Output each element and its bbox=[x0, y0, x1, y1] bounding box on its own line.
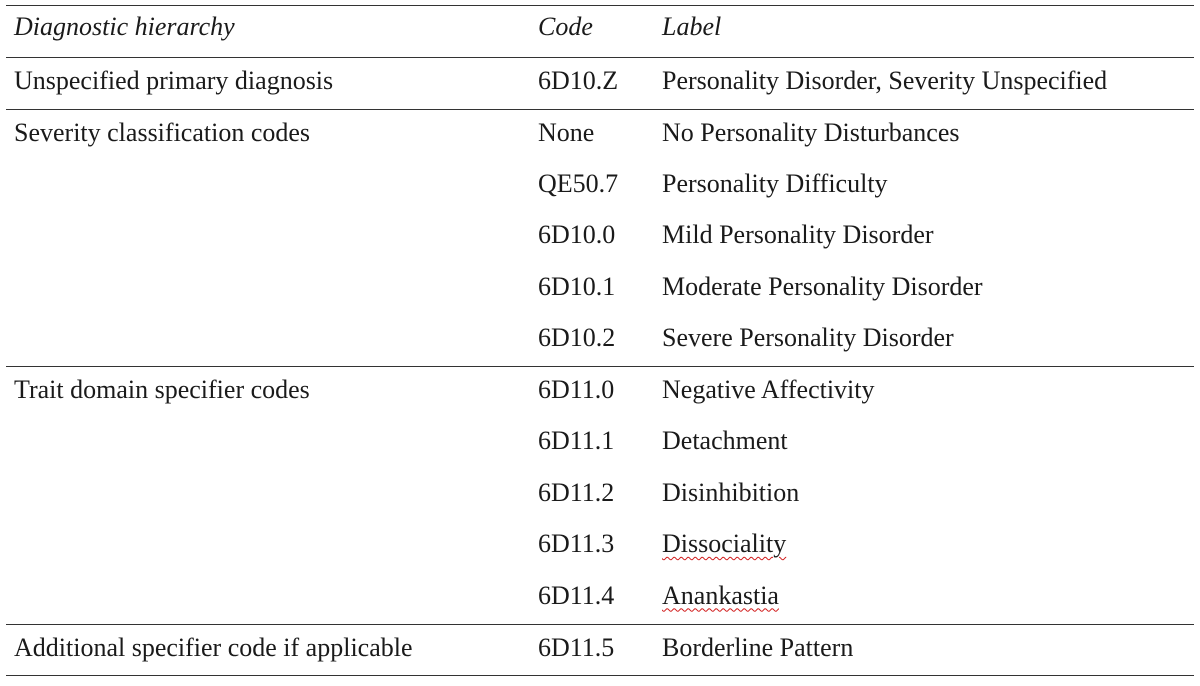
hierarchy-cell: Trait domain specifier codes bbox=[14, 375, 310, 404]
empty-cell bbox=[6, 470, 538, 522]
table-row bbox=[6, 573, 1194, 625]
code-cell: 6D11.1 bbox=[538, 426, 615, 455]
header-label: Label bbox=[662, 6, 1194, 58]
label-cell bbox=[662, 521, 1194, 573]
empty-cell bbox=[6, 161, 538, 213]
code-cell: 6D11.4 bbox=[538, 573, 662, 625]
empty-cell bbox=[6, 521, 538, 573]
code-cell: 6D10.2 bbox=[538, 315, 662, 367]
code-cell: 6D11.2 bbox=[538, 477, 615, 507]
label-cell: Personality Disorder, Severity Unspecified bbox=[662, 58, 1194, 110]
label-cell bbox=[662, 573, 1194, 625]
header-diagnostic-hierarchy: Diagnostic hierarchy bbox=[6, 6, 538, 58]
table-row bbox=[6, 367, 1194, 419]
table-row bbox=[6, 109, 1194, 161]
table-row bbox=[6, 624, 1194, 676]
empty-cell bbox=[6, 418, 538, 470]
diagnostic-codes-table bbox=[6, 5, 1194, 676]
empty-cell bbox=[6, 264, 538, 316]
table-row bbox=[6, 470, 1194, 522]
code-cell: 6D11.3 bbox=[538, 529, 615, 558]
label-cell: Borderline Pattern bbox=[662, 624, 1194, 676]
table-row bbox=[6, 521, 1194, 573]
spellcheck-flagged-text: Anankastia bbox=[662, 580, 779, 610]
label-cell: Severe Personality Disorder bbox=[662, 315, 1194, 367]
empty-cell bbox=[6, 212, 538, 264]
code-cell: 6D10.Z bbox=[538, 58, 662, 110]
code-cell: 6D10.1 bbox=[538, 271, 616, 301]
table-row bbox=[6, 418, 1194, 470]
table-row bbox=[6, 58, 1194, 110]
hierarchy-cell: Additional specifier code if applicable bbox=[6, 624, 538, 676]
code-cell: 6D11.5 bbox=[538, 624, 662, 676]
label-cell: Negative Affectivity bbox=[662, 375, 875, 404]
hierarchy-cell: Unspecified primary diagnosis bbox=[6, 58, 538, 110]
empty-cell bbox=[6, 315, 538, 367]
label-cell: Personality Difficulty bbox=[662, 168, 888, 198]
hierarchy-cell: Severity classification codes bbox=[14, 117, 311, 147]
empty-cell bbox=[6, 573, 538, 625]
table-row bbox=[6, 212, 1194, 264]
table-row bbox=[6, 315, 1194, 367]
spellcheck-flagged-text: Dissociality bbox=[662, 529, 787, 558]
table-row bbox=[6, 161, 1194, 213]
label-cell: Mild Personality Disorder bbox=[662, 220, 934, 249]
code-cell: QE50.7 bbox=[538, 168, 619, 198]
code-cell: None bbox=[538, 117, 595, 147]
code-cell: 6D10.0 bbox=[538, 220, 616, 249]
label-cell: No Personality Disturbances bbox=[662, 117, 960, 147]
label-cell: Detachment bbox=[662, 426, 788, 455]
code-cell: 6D11.0 bbox=[538, 375, 615, 404]
label-cell: Disinhibition bbox=[662, 477, 800, 507]
table-row bbox=[6, 264, 1194, 316]
table-header-row bbox=[6, 6, 1194, 58]
header-code: Code bbox=[538, 6, 662, 58]
label-cell: Moderate Personality Disorder bbox=[662, 271, 983, 301]
